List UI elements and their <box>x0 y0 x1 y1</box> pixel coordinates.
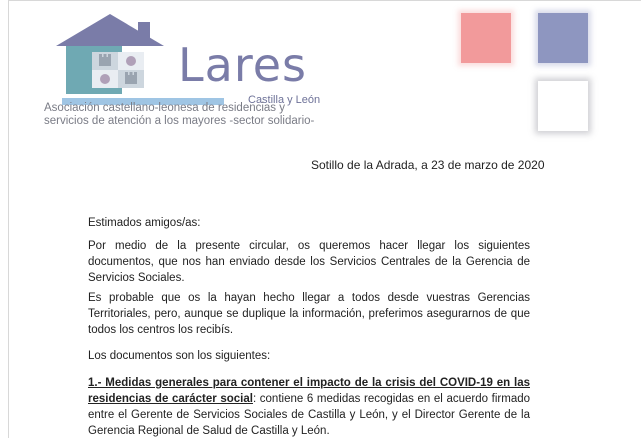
document-item-1 <box>88 375 530 439</box>
logo-region: Castilla y León <box>248 94 321 106</box>
association-line-1: Asociación castellano-leonesa de residencias y <box>44 102 286 114</box>
paragraph-2: Es probable que os la hayan hecho llegar a todos desde vuestras Gerencias Territoriales, pero, aunque se duplique la información, preferimos asegurarnos de que todos los centros los recibís. <box>88 292 530 336</box>
logo-wordmark: Lares <box>178 38 307 92</box>
paragraph-1: Por medio de la presente circular, os queremos hacer llegar los siguientes documentos, que nos han enviado desde los Servicios Centrales de la Gerencia de Servicios Sociales. <box>88 240 530 284</box>
lares-logo <box>52 12 321 106</box>
paragraph-3: Los documentos son los siguientes: <box>88 350 271 362</box>
decorative-red-square <box>461 13 511 63</box>
item-1-title: 1.- Medidas generales para contener el impacto de la crisis del COVID-19 en las residencias de carácter social <box>88 377 530 405</box>
date-line: Sotillo de la Adrada, a 23 de marzo de 2020 <box>311 158 545 172</box>
decorative-blue-square <box>538 13 588 63</box>
item-1-text: : contiene 6 medidas recogidas en el acuerdo firmado entre el Gerente de Servicios Sociales de Castilla y León, y el Director Gerente de la Gerencia Regional de Salud de Castilla y León. <box>88 393 531 437</box>
house-logo-icon <box>52 12 182 98</box>
association-subtitle <box>44 102 314 128</box>
decorative-white-square <box>538 81 588 131</box>
greeting: Estimados amigos/as: <box>88 217 201 229</box>
association-line-2: servicios de atención a los mayores -sector solidario- <box>44 115 315 127</box>
